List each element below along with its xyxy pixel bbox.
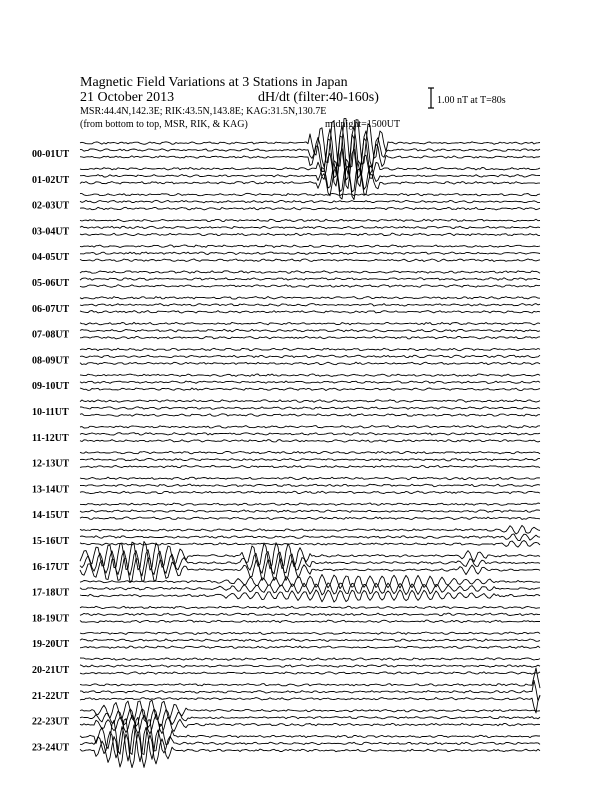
trace-rik-23-24ut <box>80 725 540 762</box>
hour-label: 14-15UT <box>32 510 70 522</box>
hour-label: 23-24UT <box>32 742 70 754</box>
trace-rik-18-19ut <box>80 613 540 616</box>
trace-kag-12-13ut <box>80 451 540 453</box>
trace-kag-05-06ut <box>80 271 540 273</box>
trace-msr-23-24ut <box>80 733 540 767</box>
chart-quantity: dH/dt (filter:40-160s) <box>258 90 379 105</box>
trace-rik-08-09ut <box>80 355 540 358</box>
trace-kag-10-11ut <box>80 400 540 403</box>
trace-msr-05-06ut <box>80 285 540 288</box>
trace-msr-11-12ut <box>80 440 540 443</box>
trace-kag-02-03ut <box>80 193 540 196</box>
hour-label: 03-04UT <box>32 226 70 238</box>
trace-msr-15-16ut <box>80 541 540 548</box>
trace-msr-14-15ut <box>80 517 540 520</box>
hour-label: 00-01UT <box>32 149 70 160</box>
trace-kag-04-05ut <box>80 245 540 248</box>
trace-msr-03-04ut <box>80 233 540 236</box>
trace-msr-13-14ut <box>80 491 540 494</box>
hour-label: 07-08UT <box>32 329 70 341</box>
trace-kag-18-19ut <box>80 606 540 608</box>
trace-msr-12-13ut <box>80 465 540 467</box>
trace-kag-21-22ut <box>80 668 540 688</box>
hour-label: 02-03UT <box>32 200 70 212</box>
trace-msr-08-09ut <box>80 362 540 365</box>
trace-rik-13-14ut <box>80 484 540 487</box>
trace-msr-17-18ut <box>80 590 540 602</box>
chart-date: 21 October 2013 <box>80 90 175 105</box>
trace-msr-20-21ut <box>80 672 540 674</box>
trace-kag-20-21ut <box>80 658 540 660</box>
trace-rik-07-08ut <box>80 329 540 332</box>
trace-rik-06-07ut <box>80 304 540 307</box>
trace-msr-10-11ut <box>80 414 540 417</box>
hour-label: 09-10UT <box>32 381 70 393</box>
hour-label: 15-16UT <box>32 536 70 547</box>
trace-kag-09-10ut <box>80 374 540 376</box>
trace-kag-06-07ut <box>80 297 540 300</box>
hour-label: 22-23UT <box>32 716 70 728</box>
hour-label: 10-11UT <box>32 407 69 418</box>
trace-kag-03-04ut <box>80 219 540 222</box>
trace-rik-20-21ut <box>80 665 540 667</box>
hour-label: 04-05UT <box>32 252 70 264</box>
station-coordinates: MSR:44.4N,142.3E; RIK:43.5N,143.8E; KAG:31.5N,130.7E <box>80 106 327 117</box>
trace-kag-07-08ut <box>80 322 540 324</box>
hour-label: 13-14UT <box>32 484 70 496</box>
trace-kag-22-23ut <box>80 700 540 722</box>
trace-kag-13-14ut <box>80 477 540 480</box>
hour-label: 08-09UT <box>32 355 70 367</box>
trace-msr-00-01ut <box>80 134 540 180</box>
hour-label: 16-17UT <box>32 561 70 573</box>
trace-msr-02-03ut <box>80 207 540 210</box>
hour-label: 19-20UT <box>32 639 70 651</box>
trace-rik-12-13ut <box>80 458 540 461</box>
trace-rik-02-03ut <box>80 200 540 203</box>
hour-label: 11-12UT <box>32 432 69 444</box>
trace-rik-00-01ut <box>80 126 540 175</box>
trace-rik-03-04ut <box>80 226 540 229</box>
trace-msr-07-08ut <box>80 336 540 339</box>
trace-rik-04-05ut <box>80 252 540 255</box>
trace-kag-14-15ut <box>80 503 540 506</box>
trace-rik-14-15ut <box>80 510 540 513</box>
midnight-note: midnight=1500UT <box>325 119 401 130</box>
hour-label: 20-21UT <box>32 665 70 676</box>
hour-label: 01-02UT <box>32 174 70 186</box>
trace-rik-15-16ut <box>80 534 540 541</box>
chart-title: Magnetic Field Variations at 3 Stations in Japan <box>80 75 348 90</box>
trace-kag-11-12ut <box>80 426 540 429</box>
trace-msr-09-10ut <box>80 388 540 391</box>
trace-rik-09-10ut <box>80 381 540 383</box>
hour-label: 05-06UT <box>32 278 70 289</box>
scale-bar <box>428 88 434 108</box>
hour-label: 06-07UT <box>32 303 70 315</box>
trace-rik-10-11ut <box>80 407 540 409</box>
trace-kag-19-20ut <box>80 632 540 634</box>
trace-kag-17-18ut <box>80 575 540 589</box>
hour-label: 12-13UT <box>32 458 70 470</box>
chart-header <box>80 75 506 130</box>
hour-label: 21-22UT <box>32 690 70 702</box>
trace-msr-04-05ut <box>80 259 540 262</box>
station-order-note: (from bottom to top, MSR, RIK, & KAG) <box>80 119 248 130</box>
hour-label: 17-18UT <box>32 587 70 599</box>
trace-area <box>80 119 540 768</box>
trace-kag-08-09ut <box>80 348 540 351</box>
trace-kag-15-16ut <box>80 525 540 534</box>
trace-rik-05-06ut <box>80 278 540 281</box>
trace-rik-11-12ut <box>80 433 540 435</box>
trace-kag-23-24ut <box>80 717 540 754</box>
trace-msr-18-19ut <box>80 620 540 623</box>
trace-msr-06-07ut <box>80 311 540 314</box>
trace-rik-19-20ut <box>80 639 540 642</box>
hour-label: 18-19UT <box>32 613 70 625</box>
trace-msr-19-20ut <box>80 646 540 648</box>
scale-bar-label: 1.00 nT at T=80s <box>437 95 506 106</box>
hour-labels <box>32 149 70 753</box>
